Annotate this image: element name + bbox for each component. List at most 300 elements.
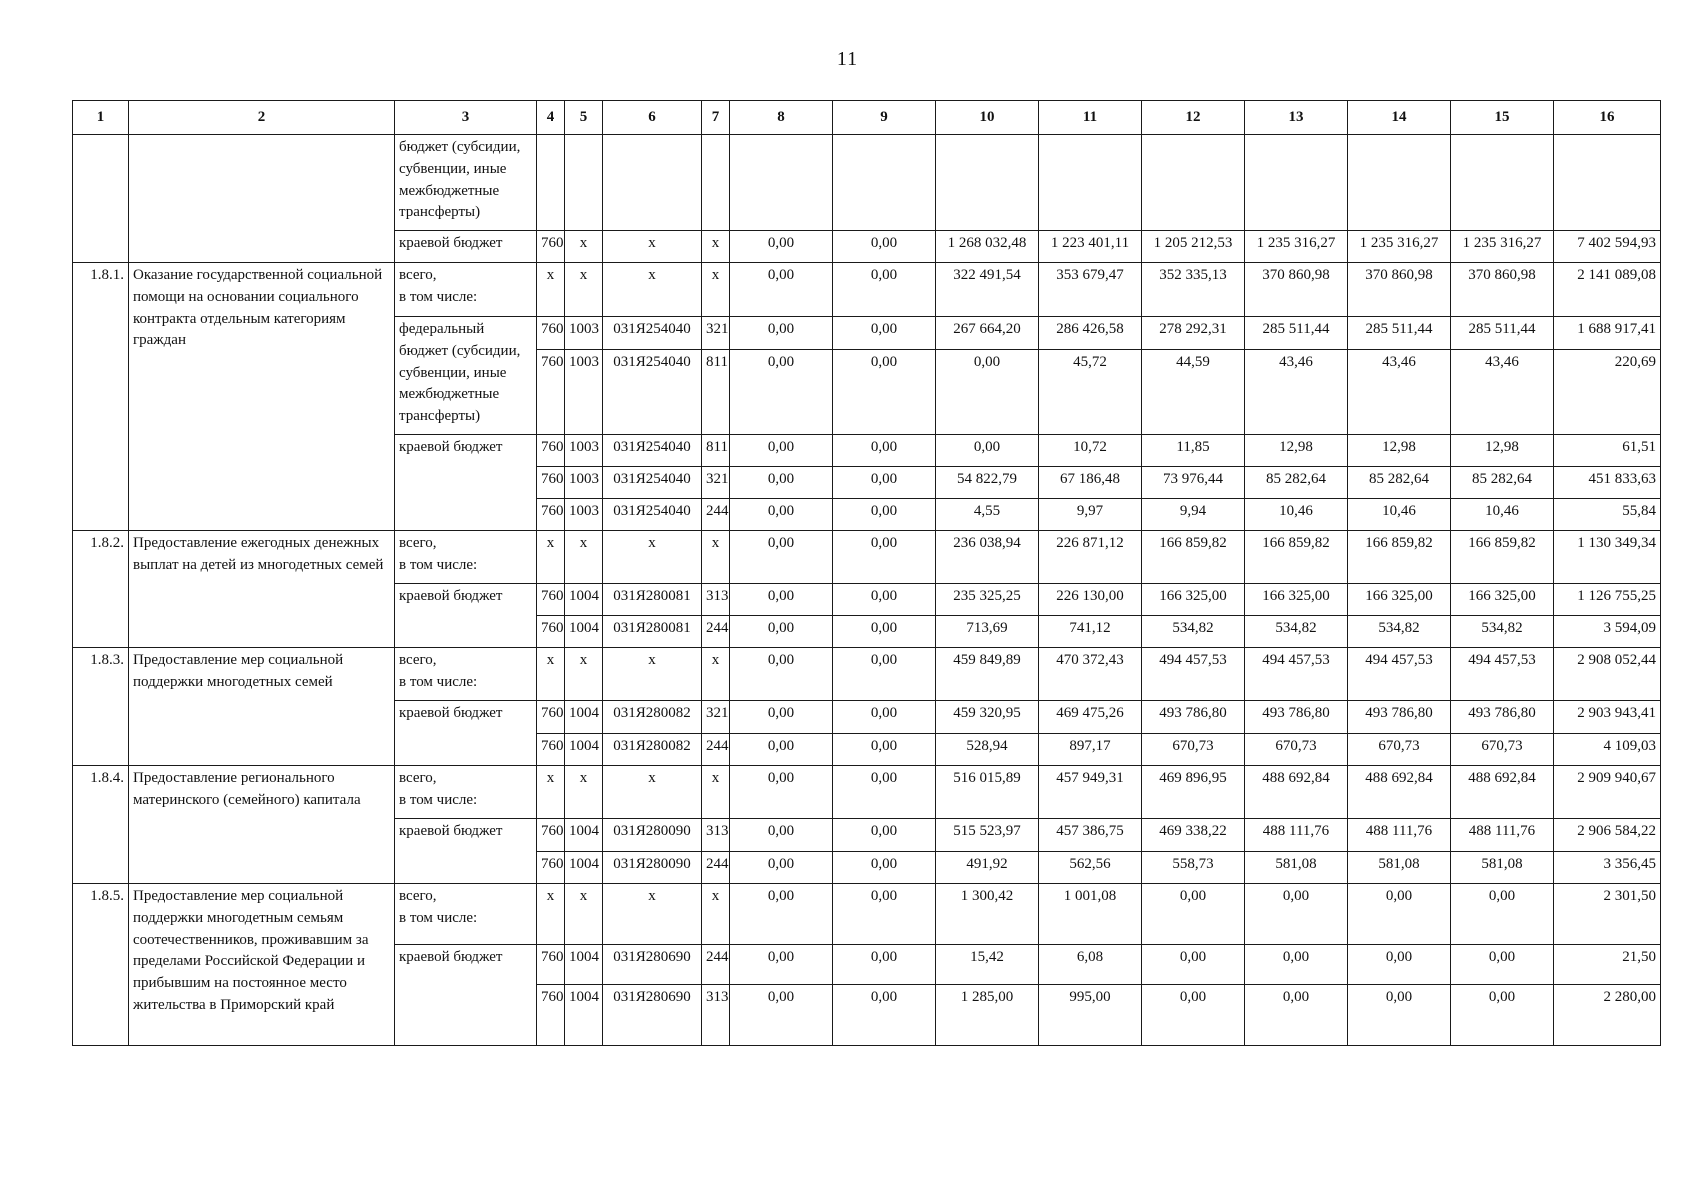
funding-source: всего, в том числе:: [395, 648, 537, 701]
cell-col-7: [702, 135, 730, 231]
cell-col-16: 1 130 349,34: [1554, 531, 1661, 584]
cell-col-16: [1554, 135, 1661, 231]
cell-col-9: [833, 135, 936, 231]
cell-col-13: 488 692,84: [1245, 766, 1348, 819]
cell-col-13: 10,46: [1245, 499, 1348, 531]
cell-col-14: 1 235 316,27: [1348, 231, 1451, 263]
row-number: 1.8.4.: [73, 766, 129, 884]
cell-col-10: 0,00: [936, 435, 1039, 467]
cell-col-10: 322 491,54: [936, 263, 1039, 317]
cell-col-14: 43,46: [1348, 350, 1451, 435]
cell-col-16: 4 109,03: [1554, 734, 1661, 766]
row-number: [73, 135, 129, 263]
funding-source: краевой бюджет: [395, 435, 537, 531]
cell-col-12: 558,73: [1142, 852, 1245, 884]
cell-col-14: 166 859,82: [1348, 531, 1451, 584]
cell-col-12: 44,59: [1142, 350, 1245, 435]
cell-col-5: 1004: [565, 819, 603, 852]
cell-col-5: [565, 135, 603, 231]
cell-col-4: 760: [537, 499, 565, 531]
cell-col-13: 0,00: [1245, 985, 1348, 1046]
table-row: [73, 531, 1661, 584]
column-header-6: 6: [603, 101, 702, 135]
cell-col-5: 1003: [565, 467, 603, 499]
funding-source: краевой бюджет: [395, 231, 537, 263]
cell-col-5: x: [565, 766, 603, 819]
cell-col-12: 469 896,95: [1142, 766, 1245, 819]
cell-col-7: 244: [702, 616, 730, 648]
cell-col-15: [1451, 135, 1554, 231]
cell-col-8: 0,00: [730, 317, 833, 350]
cell-col-15: 166 325,00: [1451, 584, 1554, 616]
cell-col-13: 12,98: [1245, 435, 1348, 467]
cell-col-16: 2 906 584,22: [1554, 819, 1661, 852]
cell-col-16: 220,69: [1554, 350, 1661, 435]
cell-col-5: x: [565, 263, 603, 317]
cell-col-12: 494 457,53: [1142, 648, 1245, 701]
cell-col-15: 1 235 316,27: [1451, 231, 1554, 263]
cell-col-16: 61,51: [1554, 435, 1661, 467]
cell-col-16: 2 301,50: [1554, 884, 1661, 945]
cell-col-4: 760: [537, 852, 565, 884]
cell-col-5: 1004: [565, 616, 603, 648]
cell-col-8: 0,00: [730, 531, 833, 584]
cell-col-14: 488 692,84: [1348, 766, 1451, 819]
cell-col-14: 370 860,98: [1348, 263, 1451, 317]
cell-col-11: 457 386,75: [1039, 819, 1142, 852]
cell-col-9: 0,00: [833, 852, 936, 884]
cell-col-8: 0,00: [730, 819, 833, 852]
cell-col-7: 321: [702, 701, 730, 734]
cell-col-13: 670,73: [1245, 734, 1348, 766]
cell-col-6: 031Я280690: [603, 945, 702, 985]
row-number: 1.8.5.: [73, 884, 129, 1046]
table-body: [73, 135, 1661, 1046]
column-header-2: 2: [129, 101, 395, 135]
cell-col-13: 166 859,82: [1245, 531, 1348, 584]
cell-col-11: 469 475,26: [1039, 701, 1142, 734]
cell-col-6: 031Я254040: [603, 435, 702, 467]
cell-col-10: 713,69: [936, 616, 1039, 648]
column-header-14: 14: [1348, 101, 1451, 135]
column-header-11: 11: [1039, 101, 1142, 135]
cell-col-11: 45,72: [1039, 350, 1142, 435]
cell-col-12: 11,85: [1142, 435, 1245, 467]
cell-col-4: [537, 135, 565, 231]
funding-source: бюджет (субсидии, субвенции, иные межбюджетные трансферты): [395, 135, 537, 231]
cell-col-8: 0,00: [730, 852, 833, 884]
cell-col-7: x: [702, 263, 730, 317]
cell-col-15: 43,46: [1451, 350, 1554, 435]
cell-col-4: 760: [537, 350, 565, 435]
cell-col-11: 286 426,58: [1039, 317, 1142, 350]
cell-col-14: 581,08: [1348, 852, 1451, 884]
cell-col-11: 1 001,08: [1039, 884, 1142, 945]
cell-col-5: 1003: [565, 435, 603, 467]
funding-source: всего, в том числе:: [395, 263, 537, 317]
measure-name: Предоставление ежегодных денежных выплат на детей из многодетных семей: [129, 531, 395, 648]
cell-col-14: 670,73: [1348, 734, 1451, 766]
cell-col-15: 0,00: [1451, 884, 1554, 945]
cell-col-13: 581,08: [1245, 852, 1348, 884]
cell-col-15: 534,82: [1451, 616, 1554, 648]
cell-col-13: 493 786,80: [1245, 701, 1348, 734]
cell-col-10: 459 849,89: [936, 648, 1039, 701]
cell-col-15: 10,46: [1451, 499, 1554, 531]
cell-col-7: 811: [702, 350, 730, 435]
cell-col-9: 0,00: [833, 531, 936, 584]
cell-col-4: x: [537, 531, 565, 584]
cell-col-13: 488 111,76: [1245, 819, 1348, 852]
cell-col-4: x: [537, 884, 565, 945]
cell-col-12: 469 338,22: [1142, 819, 1245, 852]
cell-col-14: 534,82: [1348, 616, 1451, 648]
cell-col-7: 313: [702, 819, 730, 852]
cell-col-7: 244: [702, 499, 730, 531]
cell-col-4: 760: [537, 467, 565, 499]
cell-col-11: 562,56: [1039, 852, 1142, 884]
cell-col-7: 244: [702, 852, 730, 884]
column-header-3: 3: [395, 101, 537, 135]
cell-col-4: 760: [537, 734, 565, 766]
cell-col-16: 2 908 052,44: [1554, 648, 1661, 701]
cell-col-15: 12,98: [1451, 435, 1554, 467]
cell-col-13: [1245, 135, 1348, 231]
cell-col-13: 85 282,64: [1245, 467, 1348, 499]
cell-col-16: 3 356,45: [1554, 852, 1661, 884]
cell-col-10: [936, 135, 1039, 231]
cell-col-10: 491,92: [936, 852, 1039, 884]
cell-col-9: 0,00: [833, 231, 936, 263]
cell-col-11: [1039, 135, 1142, 231]
cell-col-10: 459 320,95: [936, 701, 1039, 734]
funding-source: краевой бюджет: [395, 701, 537, 766]
cell-col-10: 515 523,97: [936, 819, 1039, 852]
cell-col-10: 1 285,00: [936, 985, 1039, 1046]
cell-col-5: 1004: [565, 734, 603, 766]
cell-col-13: 534,82: [1245, 616, 1348, 648]
column-header-15: 15: [1451, 101, 1554, 135]
cell-col-6: 031Я280690: [603, 985, 702, 1046]
cell-col-16: 7 402 594,93: [1554, 231, 1661, 263]
column-header-10: 10: [936, 101, 1039, 135]
page-number: 11: [836, 48, 859, 70]
cell-col-6: x: [603, 884, 702, 945]
cell-col-8: 0,00: [730, 499, 833, 531]
cell-col-4: x: [537, 648, 565, 701]
cell-col-14: 0,00: [1348, 945, 1451, 985]
cell-col-7: x: [702, 231, 730, 263]
row-number: 1.8.2.: [73, 531, 129, 648]
cell-col-8: 0,00: [730, 985, 833, 1046]
cell-col-15: 0,00: [1451, 945, 1554, 985]
cell-col-9: 0,00: [833, 701, 936, 734]
cell-col-12: 493 786,80: [1142, 701, 1245, 734]
cell-col-6: 031Я280081: [603, 584, 702, 616]
measure-name: Предоставление регионального материнского (семейного) капитала: [129, 766, 395, 884]
cell-col-15: 370 860,98: [1451, 263, 1554, 317]
cell-col-7: x: [702, 766, 730, 819]
cell-col-8: 0,00: [730, 350, 833, 435]
funding-source: краевой бюджет: [395, 819, 537, 884]
cell-col-15: 494 457,53: [1451, 648, 1554, 701]
cell-col-9: 0,00: [833, 734, 936, 766]
cell-col-5: 1004: [565, 985, 603, 1046]
cell-col-16: 1 688 917,41: [1554, 317, 1661, 350]
cell-col-12: 166 859,82: [1142, 531, 1245, 584]
cell-col-11: 457 949,31: [1039, 766, 1142, 819]
cell-col-7: 244: [702, 945, 730, 985]
cell-col-9: 0,00: [833, 435, 936, 467]
cell-col-5: 1003: [565, 350, 603, 435]
measure-name: Предоставление мер социальной поддержки многодетным семьям соотечественников, проживавшим за пределами Российской Федерации и прибывшим на постоянное место жительства в Приморский край: [129, 884, 395, 1046]
cell-col-6: x: [603, 231, 702, 263]
cell-col-8: 0,00: [730, 584, 833, 616]
cell-col-13: 494 457,53: [1245, 648, 1348, 701]
cell-col-10: 528,94: [936, 734, 1039, 766]
cell-col-9: 0,00: [833, 499, 936, 531]
cell-col-11: 353 679,47: [1039, 263, 1142, 317]
cell-col-15: 488 692,84: [1451, 766, 1554, 819]
cell-col-6: 031Я254040: [603, 350, 702, 435]
cell-col-7: x: [702, 884, 730, 945]
column-header-8: 8: [730, 101, 833, 135]
cell-col-13: 0,00: [1245, 884, 1348, 945]
column-header-4: 4: [537, 101, 565, 135]
cell-col-12: 0,00: [1142, 985, 1245, 1046]
cell-col-12: [1142, 135, 1245, 231]
cell-col-15: 493 786,80: [1451, 701, 1554, 734]
column-header-16: 16: [1554, 101, 1661, 135]
cell-col-6: x: [603, 263, 702, 317]
cell-col-10: 236 038,94: [936, 531, 1039, 584]
row-number: 1.8.3.: [73, 648, 129, 766]
cell-col-15: 0,00: [1451, 985, 1554, 1046]
cell-col-9: 0,00: [833, 819, 936, 852]
funding-source: всего, в том числе:: [395, 766, 537, 819]
cell-col-5: 1004: [565, 852, 603, 884]
cell-col-4: x: [537, 766, 565, 819]
cell-col-5: 1004: [565, 701, 603, 734]
cell-col-8: 0,00: [730, 766, 833, 819]
cell-col-8: 0,00: [730, 263, 833, 317]
cell-col-5: x: [565, 648, 603, 701]
cell-col-10: 1 300,42: [936, 884, 1039, 945]
cell-col-11: 995,00: [1039, 985, 1142, 1046]
cell-col-4: 760: [537, 317, 565, 350]
cell-col-10: 15,42: [936, 945, 1039, 985]
cell-col-9: 0,00: [833, 766, 936, 819]
cell-col-4: 760: [537, 231, 565, 263]
cell-col-7: x: [702, 648, 730, 701]
cell-col-16: 451 833,63: [1554, 467, 1661, 499]
cell-col-6: x: [603, 531, 702, 584]
cell-col-9: 0,00: [833, 584, 936, 616]
cell-col-4: 760: [537, 985, 565, 1046]
cell-col-14: 0,00: [1348, 884, 1451, 945]
cell-col-7: 811: [702, 435, 730, 467]
cell-col-12: 278 292,31: [1142, 317, 1245, 350]
cell-col-8: 0,00: [730, 467, 833, 499]
cell-col-12: 0,00: [1142, 884, 1245, 945]
cell-col-8: 0,00: [730, 701, 833, 734]
cell-col-13: 0,00: [1245, 945, 1348, 985]
column-header-7: 7: [702, 101, 730, 135]
cell-col-5: x: [565, 531, 603, 584]
cell-col-9: 0,00: [833, 263, 936, 317]
cell-col-12: 534,82: [1142, 616, 1245, 648]
funding-source: всего, в том числе:: [395, 531, 537, 584]
cell-col-15: 285 511,44: [1451, 317, 1554, 350]
column-header-5: 5: [565, 101, 603, 135]
cell-col-6: [603, 135, 702, 231]
cell-col-14: 488 111,76: [1348, 819, 1451, 852]
cell-col-11: 67 186,48: [1039, 467, 1142, 499]
cell-col-8: 0,00: [730, 435, 833, 467]
column-header-1: 1: [73, 101, 129, 135]
cell-col-15: 166 859,82: [1451, 531, 1554, 584]
cell-col-4: 760: [537, 616, 565, 648]
cell-col-16: 1 126 755,25: [1554, 584, 1661, 616]
cell-col-16: 2 909 940,67: [1554, 766, 1661, 819]
cell-col-5: 1003: [565, 499, 603, 531]
cell-col-11: 10,72: [1039, 435, 1142, 467]
cell-col-15: 670,73: [1451, 734, 1554, 766]
column-header-9: 9: [833, 101, 936, 135]
cell-col-13: 1 235 316,27: [1245, 231, 1348, 263]
cell-col-6: 031Я280081: [603, 616, 702, 648]
table-row: [73, 135, 1661, 231]
cell-col-5: 1003: [565, 317, 603, 350]
cell-col-16: 55,84: [1554, 499, 1661, 531]
cell-col-13: 166 325,00: [1245, 584, 1348, 616]
cell-col-7: 313: [702, 985, 730, 1046]
cell-col-5: x: [565, 231, 603, 263]
cell-col-16: 2 280,00: [1554, 985, 1661, 1046]
funding-source: всего, в том числе:: [395, 884, 537, 945]
cell-col-4: 760: [537, 819, 565, 852]
cell-col-11: 1 223 401,11: [1039, 231, 1142, 263]
cell-col-8: 0,00: [730, 884, 833, 945]
cell-col-8: 0,00: [730, 945, 833, 985]
cell-col-13: 370 860,98: [1245, 263, 1348, 317]
cell-col-6: x: [603, 766, 702, 819]
cell-col-6: 031Я254040: [603, 317, 702, 350]
cell-col-14: 10,46: [1348, 499, 1451, 531]
cell-col-14: [1348, 135, 1451, 231]
cell-col-6: 031Я280082: [603, 701, 702, 734]
cell-col-10: 1 268 032,48: [936, 231, 1039, 263]
cell-col-8: 0,00: [730, 734, 833, 766]
header-row: [73, 101, 1661, 135]
cell-col-14: 12,98: [1348, 435, 1451, 467]
cell-col-10: 516 015,89: [936, 766, 1039, 819]
cell-col-5: 1004: [565, 584, 603, 616]
cell-col-16: 21,50: [1554, 945, 1661, 985]
cell-col-6: 031Я254040: [603, 467, 702, 499]
cell-col-7: 321: [702, 467, 730, 499]
cell-col-11: 897,17: [1039, 734, 1142, 766]
column-header-13: 13: [1245, 101, 1348, 135]
row-number: 1.8.1.: [73, 263, 129, 531]
cell-col-12: 0,00: [1142, 945, 1245, 985]
cell-col-14: 494 457,53: [1348, 648, 1451, 701]
cell-col-4: 760: [537, 435, 565, 467]
cell-col-16: 2 903 943,41: [1554, 701, 1661, 734]
cell-col-7: 313: [702, 584, 730, 616]
cell-col-10: 4,55: [936, 499, 1039, 531]
cell-col-11: 9,97: [1039, 499, 1142, 531]
cell-col-9: 0,00: [833, 317, 936, 350]
cell-col-5: x: [565, 884, 603, 945]
cell-col-9: 0,00: [833, 945, 936, 985]
measure-name: Предоставление мер социальной поддержки многодетных семей: [129, 648, 395, 766]
funding-source: краевой бюджет: [395, 945, 537, 1046]
cell-col-12: 352 335,13: [1142, 263, 1245, 317]
cell-col-4: 760: [537, 701, 565, 734]
cell-col-14: 0,00: [1348, 985, 1451, 1046]
budget-table: [72, 100, 1661, 1046]
funding-source: краевой бюджет: [395, 584, 537, 648]
cell-col-4: 760: [537, 945, 565, 985]
cell-col-15: 488 111,76: [1451, 819, 1554, 852]
cell-col-12: 1 205 212,53: [1142, 231, 1245, 263]
cell-col-6: 031Я254040: [603, 499, 702, 531]
cell-col-15: 581,08: [1451, 852, 1554, 884]
measure-name: Оказание государственной социальной помощи на основании социального контракта отдельным категориям граждан: [129, 263, 395, 531]
cell-col-6: 031Я280090: [603, 852, 702, 884]
cell-col-10: 267 664,20: [936, 317, 1039, 350]
cell-col-12: 670,73: [1142, 734, 1245, 766]
table-row: [73, 263, 1661, 317]
cell-col-5: 1004: [565, 945, 603, 985]
cell-col-16: 3 594,09: [1554, 616, 1661, 648]
cell-col-7: x: [702, 531, 730, 584]
cell-col-13: 285 511,44: [1245, 317, 1348, 350]
column-header-12: 12: [1142, 101, 1245, 135]
cell-col-12: 73 976,44: [1142, 467, 1245, 499]
cell-col-16: 2 141 089,08: [1554, 263, 1661, 317]
cell-col-11: 470 372,43: [1039, 648, 1142, 701]
cell-col-9: 0,00: [833, 467, 936, 499]
cell-col-6: 031Я280090: [603, 819, 702, 852]
table-row: [73, 884, 1661, 945]
cell-col-14: 166 325,00: [1348, 584, 1451, 616]
cell-col-4: x: [537, 263, 565, 317]
cell-col-10: 235 325,25: [936, 584, 1039, 616]
cell-col-11: 226 130,00: [1039, 584, 1142, 616]
cell-col-14: 493 786,80: [1348, 701, 1451, 734]
cell-col-10: 0,00: [936, 350, 1039, 435]
cell-col-9: 0,00: [833, 985, 936, 1046]
cell-col-11: 226 871,12: [1039, 531, 1142, 584]
cell-col-12: 9,94: [1142, 499, 1245, 531]
cell-col-12: 166 325,00: [1142, 584, 1245, 616]
cell-col-6: x: [603, 648, 702, 701]
cell-col-9: 0,00: [833, 616, 936, 648]
cell-col-8: 0,00: [730, 616, 833, 648]
table-row: [73, 766, 1661, 819]
table-row: [73, 648, 1661, 701]
measure-name: [129, 135, 395, 263]
cell-col-9: 0,00: [833, 648, 936, 701]
cell-col-8: 0,00: [730, 648, 833, 701]
cell-col-4: 760: [537, 584, 565, 616]
cell-col-7: 321: [702, 317, 730, 350]
cell-col-11: 741,12: [1039, 616, 1142, 648]
cell-col-8: 0,00: [730, 231, 833, 263]
cell-col-14: 85 282,64: [1348, 467, 1451, 499]
